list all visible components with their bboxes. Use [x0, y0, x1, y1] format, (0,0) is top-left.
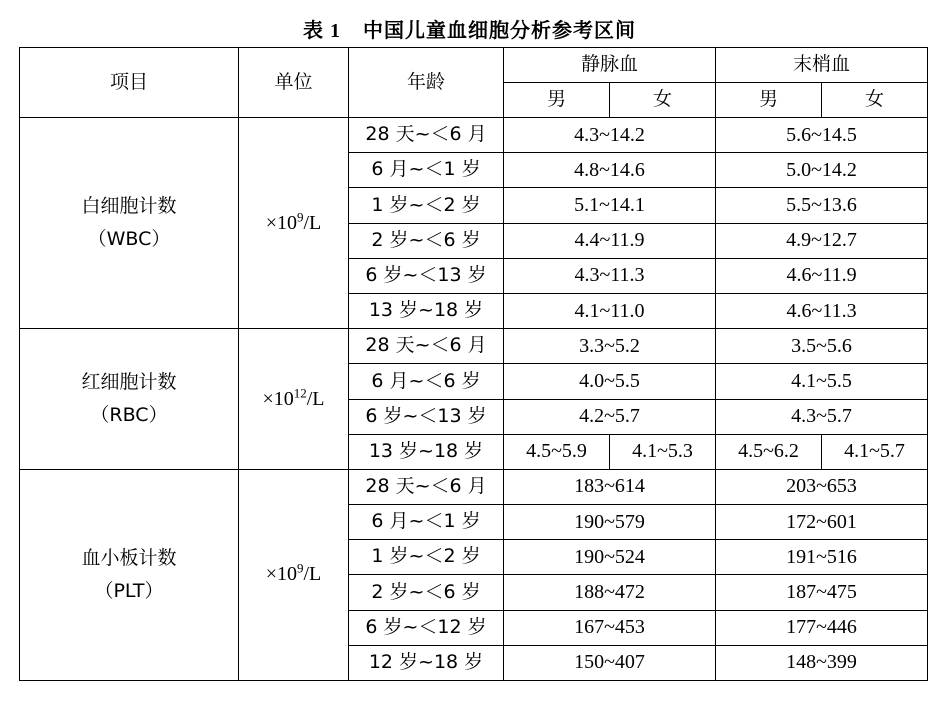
venous-cell: 190~579	[504, 505, 716, 540]
unit-prefix: ×10	[265, 211, 297, 234]
unit-suffix: /L	[303, 563, 322, 586]
table-caption: 中国儿童血细胞分析参考区间	[363, 18, 636, 42]
age-cell: 6 岁~＜12 岁	[349, 610, 504, 645]
peripheral-cell: 191~516	[716, 540, 928, 575]
age-cell: 2 岁~＜6 岁	[349, 223, 504, 258]
header-venous-male: 男	[504, 83, 610, 118]
peripheral-cell: 4.6~11.9	[716, 258, 928, 293]
peripheral-cell: 5.6~14.5	[716, 118, 928, 153]
venous-cell: 183~614	[504, 469, 716, 504]
venous-cell: 4.1~11.0	[504, 293, 716, 328]
unit-cell	[239, 118, 349, 329]
age-cell: 1 岁~＜2 岁	[349, 540, 504, 575]
peripheral-cell: 4.3~5.7	[716, 399, 928, 434]
age-cell: 1 岁~＜2 岁	[349, 188, 504, 223]
peripheral-cell: 4.1~5.5	[716, 364, 928, 399]
venous-cell: 3.3~5.2	[504, 329, 716, 364]
unit-cell	[239, 469, 349, 680]
venous-cell: 4.4~11.9	[504, 223, 716, 258]
venous-cell: 4.2~5.7	[504, 399, 716, 434]
peripheral-cell: 5.5~13.6	[716, 188, 928, 223]
venous-cell: 150~407	[504, 645, 716, 680]
item-abbr: （RBC）	[90, 404, 168, 426]
peripheral-male-cell: 4.5~6.2	[716, 434, 822, 469]
unit-exponent: 9	[297, 208, 304, 224]
item-abbr: （WBC）	[87, 228, 171, 251]
age-cell: 12 岁~18 岁	[349, 645, 504, 680]
item-name: 血小板计数	[81, 546, 177, 569]
table-row	[20, 329, 928, 364]
header-venous-female: 女	[610, 83, 716, 118]
item-name: 白细胞计数	[81, 194, 177, 217]
unit-exponent: 9	[297, 560, 304, 576]
unit-suffix: /L	[303, 211, 322, 234]
table-number: 表 1	[303, 20, 341, 42]
age-cell: 6 月~＜6 岁	[349, 364, 504, 399]
table-title	[0, 14, 939, 43]
venous-cell: 4.0~5.5	[504, 364, 716, 399]
item-name: 红细胞计数	[81, 370, 177, 393]
age-cell: 6 月~＜1 岁	[349, 153, 504, 188]
venous-cell: 190~524	[504, 540, 716, 575]
header-item: 项目	[20, 48, 239, 118]
unit-prefix: ×10	[265, 563, 297, 586]
venous-male-cell: 4.5~5.9	[504, 434, 610, 469]
header-peripheral: 末梢血	[716, 48, 928, 83]
age-cell: 13 岁~18 岁	[349, 293, 504, 328]
item-name-cell	[20, 469, 239, 680]
venous-cell: 5.1~14.1	[504, 188, 716, 223]
unit-exponent: 12	[293, 384, 307, 400]
peripheral-cell: 203~653	[716, 469, 928, 504]
peripheral-cell: 177~446	[716, 610, 928, 645]
peripheral-cell: 3.5~5.6	[716, 329, 928, 364]
age-cell: 13 岁~18 岁	[349, 434, 504, 469]
unit-cell	[239, 329, 349, 470]
peripheral-cell: 187~475	[716, 575, 928, 610]
reference-interval-table	[19, 47, 928, 681]
age-cell: 28 天~＜6 月	[349, 118, 504, 153]
peripheral-cell: 4.6~11.3	[716, 293, 928, 328]
header-age: 年龄	[349, 48, 504, 118]
venous-female-cell: 4.1~5.3	[610, 434, 716, 469]
age-cell: 6 岁~＜13 岁	[349, 258, 504, 293]
item-name-cell	[20, 329, 239, 470]
venous-cell: 4.3~11.3	[504, 258, 716, 293]
item-name-cell	[20, 118, 239, 329]
age-cell: 6 月~＜1 岁	[349, 505, 504, 540]
peripheral-cell: 5.0~14.2	[716, 153, 928, 188]
venous-cell: 4.8~14.6	[504, 153, 716, 188]
venous-cell: 167~453	[504, 610, 716, 645]
unit-prefix: ×10	[262, 387, 294, 410]
header-peripheral-male: 男	[716, 83, 822, 118]
peripheral-cell: 4.9~12.7	[716, 223, 928, 258]
header-peripheral-female: 女	[822, 83, 928, 118]
item-abbr: （PLT）	[94, 579, 164, 602]
peripheral-cell: 148~399	[716, 645, 928, 680]
unit-suffix: /L	[306, 387, 325, 410]
peripheral-female-cell: 4.1~5.7	[822, 434, 928, 469]
age-cell: 2 岁~＜6 岁	[349, 575, 504, 610]
age-cell: 28 天~＜6 月	[349, 329, 504, 364]
venous-cell: 4.3~14.2	[504, 118, 716, 153]
age-cell: 28 天~＜6 月	[349, 469, 504, 504]
table-row	[20, 118, 928, 153]
peripheral-cell: 172~601	[716, 505, 928, 540]
age-cell: 6 岁~＜13 岁	[349, 399, 504, 434]
header-venous: 静脉血	[504, 48, 716, 83]
header-unit: 单位	[239, 48, 349, 118]
venous-cell: 188~472	[504, 575, 716, 610]
table-row	[20, 469, 928, 504]
